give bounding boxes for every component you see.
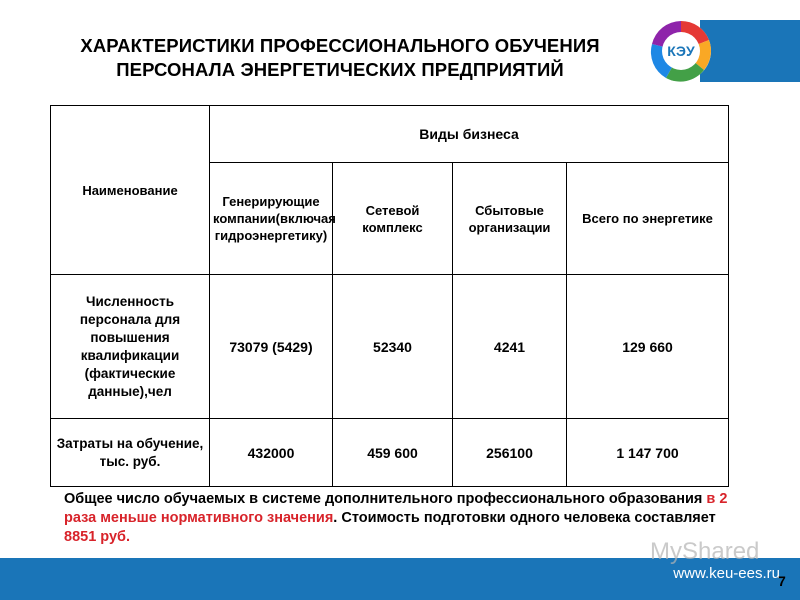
slide-title bbox=[40, 34, 640, 82]
keu-logo-icon bbox=[646, 18, 716, 84]
note-highlight-cost: 8851 руб. bbox=[64, 529, 131, 545]
cell-value: 459 600 bbox=[333, 419, 453, 487]
cell-value: 256100 bbox=[453, 419, 567, 487]
cell-value: 73079 (5429) bbox=[210, 275, 333, 419]
col-header-total: Всего по энергетике bbox=[567, 163, 729, 275]
table-row bbox=[51, 275, 729, 419]
footer-url[interactable]: www.keu-ees.ru bbox=[673, 565, 780, 582]
row-label-headcount: Численность персонала для повышения квалификации (фактические данные),чел bbox=[51, 275, 210, 419]
summary-note bbox=[64, 490, 744, 547]
col-header-generating: Генерирующие компании(включая гидроэнергетику) bbox=[210, 163, 333, 275]
row-label-costs: Затраты на обучение, тыс. руб. bbox=[51, 419, 210, 487]
table-row bbox=[51, 419, 729, 487]
header-business-types: Виды бизнеса bbox=[210, 106, 729, 163]
header-name: Наименование bbox=[51, 106, 210, 275]
note-highlight-ratio: в 2 раза меньше нормативного значения bbox=[64, 491, 728, 526]
cell-value: 1 147 700 bbox=[567, 419, 729, 487]
page-number: 7 bbox=[778, 573, 786, 589]
cell-value: 432000 bbox=[210, 419, 333, 487]
cell-value: 4241 bbox=[453, 275, 567, 419]
watermark: MyShared bbox=[650, 538, 760, 565]
logo-text: КЭУ bbox=[667, 43, 695, 59]
training-table bbox=[50, 105, 729, 487]
col-header-network: Сетевой комплекс bbox=[333, 163, 453, 275]
col-header-sales: Сбытовые организации bbox=[453, 163, 567, 275]
title-line-1: ХАРАКТЕРИСТИКИ ПРОФЕССИОНАЛЬНОГО ОБУЧЕНИЯ bbox=[80, 35, 600, 56]
title-line-2: ПЕРСОНАЛА ЭНЕРГЕТИЧЕСКИХ ПРЕДПРИЯТИЙ bbox=[116, 59, 564, 80]
cell-value: 52340 bbox=[333, 275, 453, 419]
note-text-1: Общее число обучаемых в системе дополнительного профессионального образования bbox=[64, 491, 707, 507]
note-text-2: . Стоимость подготовки одного человека составляет bbox=[333, 510, 716, 526]
cell-value: 129 660 bbox=[567, 275, 729, 419]
